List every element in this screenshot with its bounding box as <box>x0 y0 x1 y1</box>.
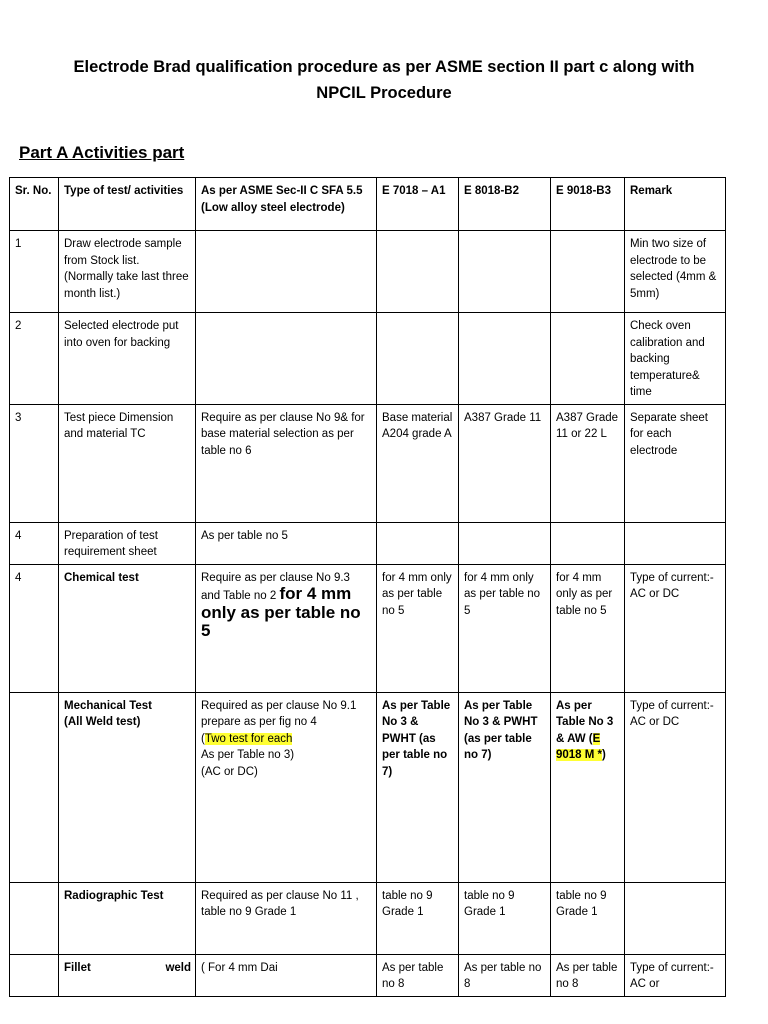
cell-e9018: table no 9 Grade 1 <box>551 882 625 954</box>
asme-text: As per Table no 3) <box>201 749 295 761</box>
document-title <box>20 54 748 106</box>
cell-remark: Min two size of electrode to be selected (4mm & 5mm) <box>625 231 726 313</box>
cell-e8018: A387 Grade 11 <box>459 404 551 522</box>
header-e7018: E 7018 – A1 <box>377 178 459 231</box>
header-e9018: E 9018-B3 <box>551 178 625 231</box>
cell-sr: 4 <box>10 522 59 564</box>
header-asme: As per ASME Sec-II C SFA 5.5 (Low alloy steel electrode) <box>196 178 377 231</box>
cell-asme: Require as per clause No 9& for base material selection as per table no 6 <box>196 404 377 522</box>
cell-remark: Type of current:- AC or DC <box>625 692 726 882</box>
asme-text: (AC or DC) <box>201 765 258 778</box>
title-line-1: Electrode Brad qualification procedure as per ASME section II part c along with <box>73 58 695 76</box>
table-row <box>10 954 726 996</box>
cell-asme <box>196 231 377 313</box>
table-header-row <box>10 178 726 231</box>
activity-line: (Normally take last three month list.) <box>64 271 189 300</box>
cell-e7018 <box>377 231 459 313</box>
cell-sr <box>10 882 59 954</box>
asme-text-bold: for 4 mm only as per table no 5 <box>201 584 361 640</box>
title-line-2: NPCIL Procedure <box>316 84 452 102</box>
cell-remark: Check oven calibration and backing temperature& time <box>625 313 726 405</box>
cell-activity: Selected electrode put into oven for backing <box>59 313 196 405</box>
e9018-text: ) <box>602 749 606 761</box>
cell-e8018: As per Table No 3 & PWHT (as per table no 7) <box>459 692 551 882</box>
header-type-of-test: Type of test/ activities <box>59 178 196 231</box>
cell-activity: Preparation of test requirement sheet <box>59 522 196 564</box>
cell-e8018 <box>459 522 551 564</box>
cell-e9018: for 4 mm only as per table no 5 <box>551 564 625 692</box>
asme-text: Require as per clause No 9.3 and Table no 2 <box>201 571 350 602</box>
cell-asme: Required as per clause No 11 , table no 9 Grade 1 <box>196 882 377 954</box>
cell-activity <box>59 954 196 996</box>
cell-sr: 4 <box>10 564 59 692</box>
activities-table <box>9 177 726 997</box>
cell-activity <box>59 231 196 313</box>
part-heading: Part A Activities part <box>19 143 185 162</box>
cell-e7018: Base material A204 grade A <box>377 404 459 522</box>
cell-remark <box>625 882 726 954</box>
cell-remark: Type of current:- AC or DC <box>625 564 726 692</box>
cell-e7018: As per table no 8 <box>377 954 459 996</box>
cell-asme <box>196 564 377 692</box>
header-remark: Remark <box>625 178 726 231</box>
cell-e9018: A387 Grade 11 or 22 L <box>551 404 625 522</box>
cell-sr <box>10 954 59 996</box>
activity-line: (All Weld test) <box>64 716 141 728</box>
cell-sr: 2 <box>10 313 59 405</box>
table-row <box>10 313 726 405</box>
asme-paren: ( <box>201 732 205 745</box>
e9018-highlight: E 9018 M * <box>556 732 603 761</box>
cell-activity: Chemical test <box>59 564 196 692</box>
cell-sr <box>10 692 59 882</box>
cell-e9018 <box>551 313 625 405</box>
table-row <box>10 522 726 564</box>
cell-e9018 <box>551 231 625 313</box>
cell-remark <box>625 522 726 564</box>
cell-e8018: table no 9 Grade 1 <box>459 882 551 954</box>
header-e8018: E 8018-B2 <box>459 178 551 231</box>
table-row <box>10 231 726 313</box>
cell-e9018 <box>551 692 625 882</box>
cell-asme <box>196 313 377 405</box>
cell-e7018: table no 9 Grade 1 <box>377 882 459 954</box>
cell-asme: As per table no 5 <box>196 522 377 564</box>
table-row <box>10 692 726 882</box>
cell-e9018 <box>551 522 625 564</box>
cell-e8018: for 4 mm only as per table no 5 <box>459 564 551 692</box>
asme-highlight: Two test for each <box>204 732 293 745</box>
activity-word: Fillet <box>64 961 91 974</box>
table-row <box>10 564 726 692</box>
cell-e8018 <box>459 231 551 313</box>
header-sr-no: Sr. No. <box>10 178 59 231</box>
cell-asme <box>196 692 377 882</box>
e9018-text: As per Table No 3 & AW ( <box>556 699 614 745</box>
cell-e7018 <box>377 313 459 405</box>
activity-line: Mechanical Test <box>64 699 152 712</box>
asme-text: Required as per clause No 9.1 prepare as per fig no 4 <box>201 699 357 728</box>
cell-activity <box>59 692 196 882</box>
activity-word: weld <box>165 961 191 974</box>
cell-asme: ( For 4 mm Dai <box>196 954 377 996</box>
cell-e7018: for 4 mm only as per table no 5 <box>377 564 459 692</box>
table-row <box>10 882 726 954</box>
table-row <box>10 404 726 522</box>
cell-sr: 3 <box>10 404 59 522</box>
cell-e9018: As per table no 8 <box>551 954 625 996</box>
cell-e7018: As per Table No 3 & PWHT (as per table no 7) <box>377 692 459 882</box>
cell-e7018 <box>377 522 459 564</box>
cell-remark: Separate sheet for each electrode <box>625 404 726 522</box>
cell-remark: Type of current:- AC or <box>625 954 726 996</box>
activity-line: Draw electrode sample from Stock list. <box>64 238 182 267</box>
cell-activity: Radiographic Test <box>59 882 196 954</box>
cell-e8018 <box>459 313 551 405</box>
cell-e8018: As per table no 8 <box>459 954 551 996</box>
cell-sr: 1 <box>10 231 59 313</box>
cell-activity: Test piece Dimension and material TC <box>59 404 196 522</box>
